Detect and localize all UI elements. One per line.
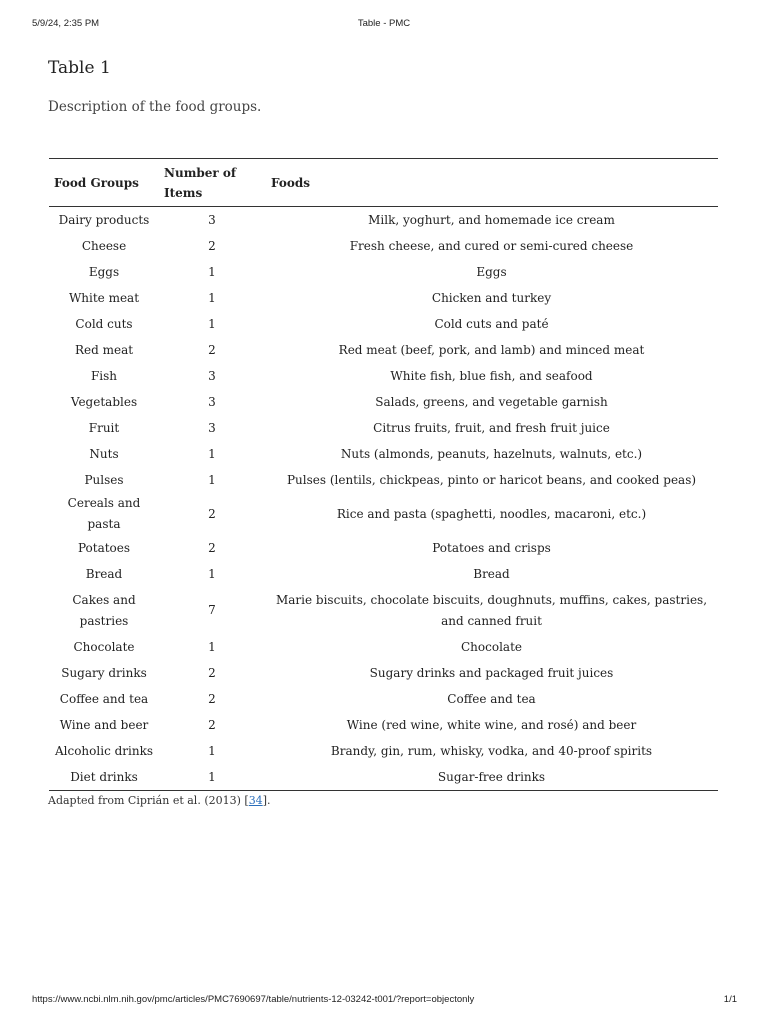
cell-foods: Fresh cheese, and cured or semi-cured cheese: [349, 238, 634, 253]
cell-food-group: Chocolate: [73, 639, 135, 654]
food-groups-table-wrap: [49, 158, 718, 791]
cell-foods: Salads, greens, and vegetable garnish: [375, 394, 608, 409]
table-row: [49, 535, 718, 561]
table-caption: Description of the food groups.: [48, 99, 262, 115]
cell-number-of-items: 1: [208, 290, 216, 305]
cell-foods: Potatoes and crisps: [432, 540, 551, 555]
cell-number-of-items: 3: [208, 212, 216, 227]
table-row: [49, 634, 718, 660]
cell-foods: Chicken and turkey: [431, 290, 552, 305]
cell-food-group: Cheese: [81, 238, 127, 253]
table-row: [49, 686, 718, 712]
cell-foods: Bread: [473, 566, 510, 581]
cell-foods: Nuts (almonds, peanuts, hazelnuts, walnuts, etc.): [340, 446, 643, 461]
table-row: [49, 561, 718, 587]
cell-foods: Red meat (beef, pork, and lamb) and minced meat: [338, 342, 645, 357]
footnote-text: Adapted from Ciprián et al. (2013) [: [48, 794, 249, 807]
cell-foods: Coffee and tea: [447, 691, 536, 706]
cell-number-of-items: 1: [208, 316, 216, 331]
print-page-title: Table - PMC: [357, 18, 411, 29]
cell-food-group: Cakes and pastries: [72, 592, 136, 628]
cell-food-group: Pulses: [84, 472, 124, 487]
cell-food-group: Fish: [90, 368, 118, 383]
cell-foods: Cold cuts and paté: [434, 316, 549, 331]
cell-food-group: Nuts: [89, 446, 119, 461]
header-food-groups: Food Groups: [49, 159, 159, 207]
cell-foods: Chocolate: [461, 639, 522, 654]
table-row: [49, 660, 718, 686]
cell-food-group: Cold cuts: [75, 316, 133, 331]
cell-foods: Citrus fruits, fruit, and fresh fruit juice: [373, 420, 610, 435]
print-url: https://www.ncbi.nlm.nih.gov/pmc/articles/PMC7690697/table/nutrients-12-03242-t001/?report=objectonly: [32, 994, 475, 1005]
table-footnote: [48, 794, 270, 807]
cell-foods: Sugary drinks and packaged fruit juices: [369, 665, 614, 680]
cell-number-of-items: 7: [208, 603, 216, 617]
cell-number-of-items: 2: [208, 506, 216, 521]
cell-food-group: Alcoholic drinks: [54, 743, 154, 758]
cell-food-group: Dairy products: [58, 212, 150, 227]
table-body: [49, 207, 718, 791]
cell-food-group: Diet drinks: [49, 764, 159, 791]
cell-foods: White fish, blue fish, and seafood: [390, 368, 593, 383]
table-row: [49, 764, 718, 791]
table-title: Table 1: [48, 58, 111, 78]
cell-number-of-items: 2: [208, 342, 216, 357]
table-row: [49, 712, 718, 738]
table-row: [49, 311, 718, 337]
table-row: [49, 337, 718, 363]
header-foods: Foods: [265, 159, 718, 207]
cell-number-of-items: 1: [159, 764, 265, 791]
cell-number-of-items: 1: [208, 472, 216, 487]
footnote-reference-link[interactable]: 34: [248, 794, 263, 807]
table-row: [49, 259, 718, 285]
food-groups-table: [49, 158, 718, 791]
cell-number-of-items: 1: [208, 264, 216, 279]
cell-number-of-items: 3: [208, 420, 216, 435]
cell-number-of-items: 2: [208, 540, 216, 555]
cell-number-of-items: 3: [208, 394, 216, 409]
cell-food-group: Vegetables: [70, 394, 138, 409]
table-row: [49, 738, 718, 764]
cell-food-group: Red meat: [74, 342, 134, 357]
table-row: [49, 441, 718, 467]
print-datetime: 5/9/24, 2:35 PM: [32, 18, 100, 29]
table-row: [49, 467, 718, 493]
table-row: [49, 587, 718, 634]
cell-number-of-items: 2: [208, 691, 216, 706]
cell-foods: Eggs: [476, 264, 507, 279]
footnote-suffix: ].: [262, 794, 271, 807]
cell-food-group: Sugary drinks: [61, 665, 147, 680]
cell-number-of-items: 1: [208, 743, 216, 758]
header-number-of-items: Number of Items: [159, 159, 265, 207]
cell-food-group: Eggs: [88, 264, 120, 279]
cell-foods: Marie biscuits, chocolate biscuits, doughnuts, muffins, cakes, pastries, and canned fruit: [275, 592, 708, 628]
cell-food-group: Cereals and pasta: [67, 496, 141, 531]
cell-number-of-items: 3: [208, 368, 216, 383]
cell-foods: Sugar-free drinks: [265, 764, 718, 791]
cell-number-of-items: 1: [208, 446, 216, 461]
cell-number-of-items: 1: [208, 566, 216, 581]
table-row: [49, 493, 718, 535]
table-row: [49, 285, 718, 311]
cell-foods: Milk, yoghurt, and homemade ice cream: [368, 212, 615, 227]
cell-food-group: Potatoes: [77, 540, 131, 555]
cell-number-of-items: 1: [208, 639, 216, 654]
cell-foods: Rice and pasta (spaghetti, noodles, macaroni, etc.): [336, 506, 647, 521]
cell-food-group: White meat: [68, 290, 140, 305]
table-header-row: [49, 159, 718, 207]
cell-food-group: Coffee and tea: [59, 691, 149, 706]
cell-foods: Pulses (lentils, chickpeas, pinto or haricot beans, and cooked peas): [286, 472, 697, 487]
table-row: [49, 415, 718, 441]
print-page-number: 1/1: [723, 994, 737, 1005]
table-row: [49, 363, 718, 389]
cell-foods: Brandy, gin, rum, whisky, vodka, and 40-proof spirits: [330, 743, 653, 758]
cell-food-group: Bread: [85, 566, 123, 581]
table-row: [49, 207, 718, 234]
cell-food-group: Wine and beer: [59, 717, 149, 732]
cell-food-group: Fruit: [88, 420, 120, 435]
cell-number-of-items: 2: [208, 238, 216, 253]
cell-foods: Wine (red wine, white wine, and rosé) and beer: [346, 717, 637, 732]
table-row: [49, 233, 718, 259]
cell-number-of-items: 2: [208, 717, 216, 732]
cell-number-of-items: 2: [208, 665, 216, 680]
table-row: [49, 389, 718, 415]
